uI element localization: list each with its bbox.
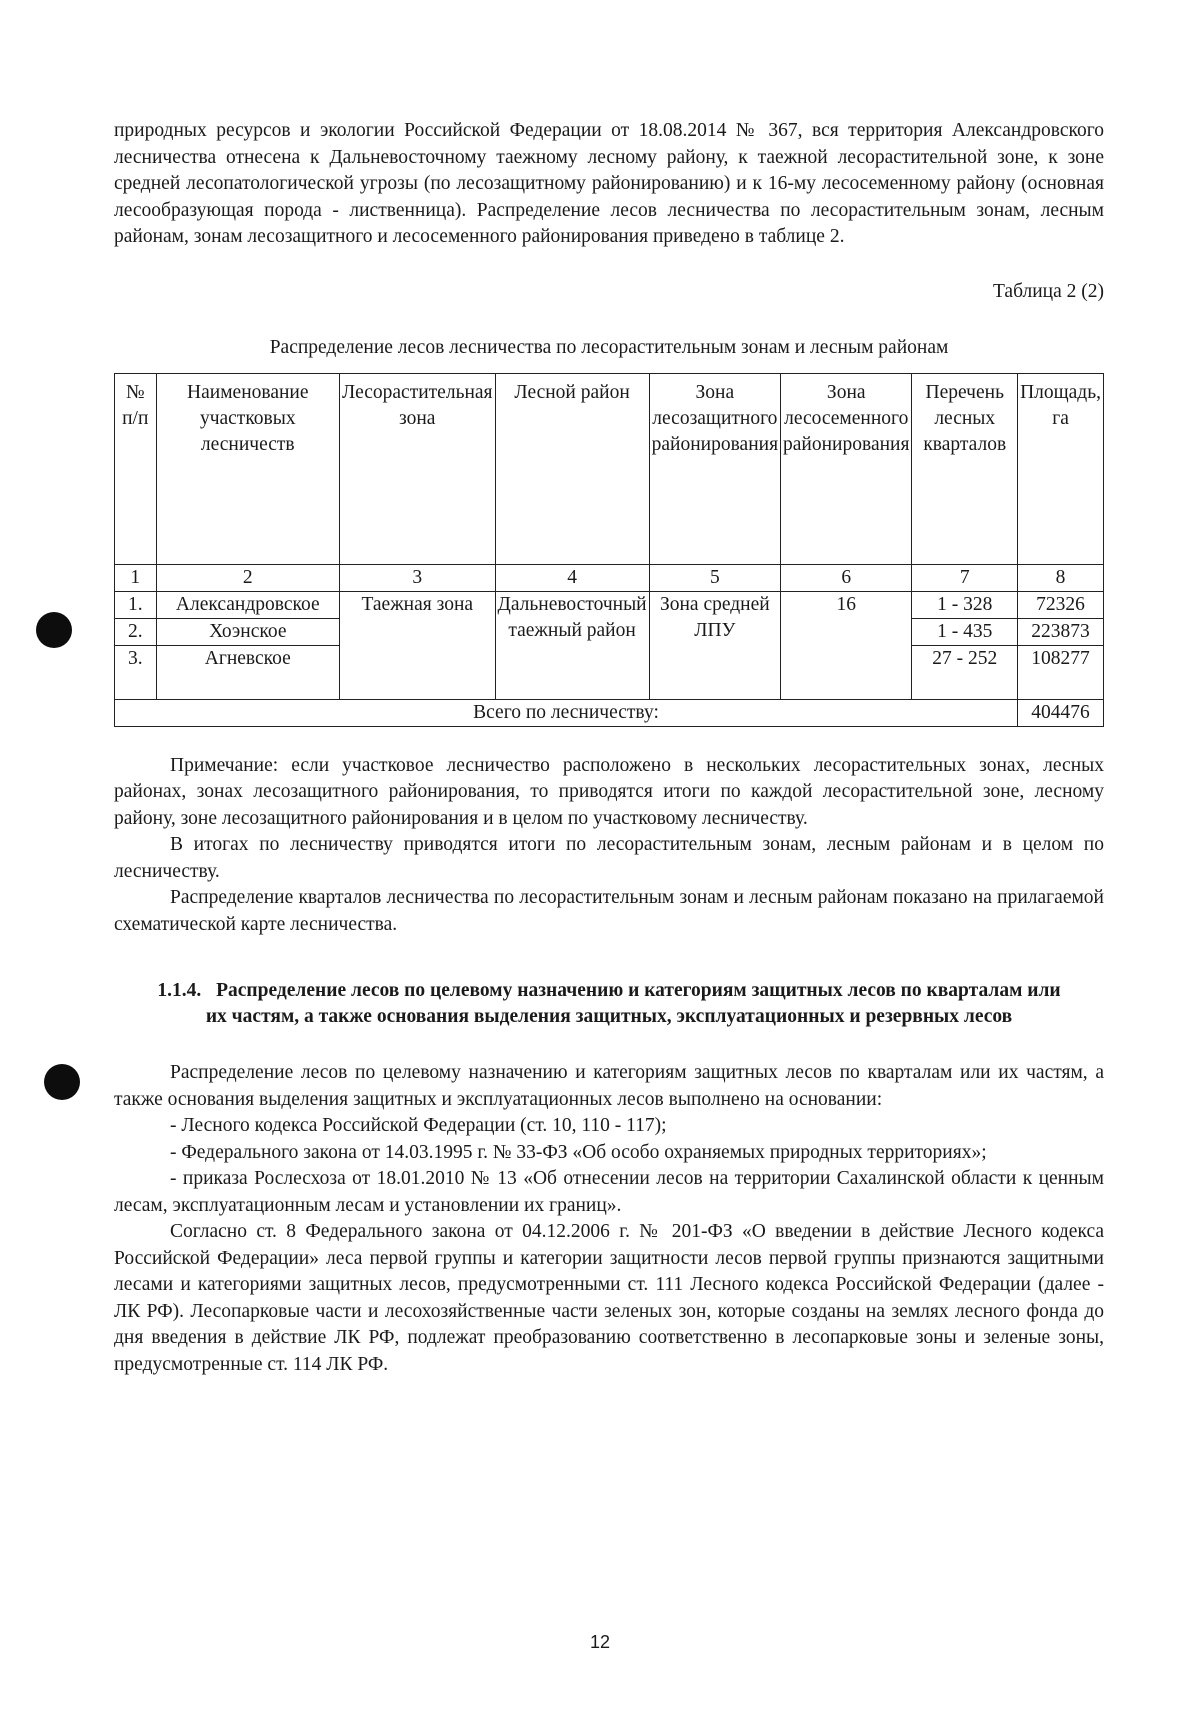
header-cell: Площадь, га (1018, 373, 1104, 564)
header-cell: Перечень лесных кварталов (912, 373, 1018, 564)
protection-zone: Зона средней ЛПУ (649, 591, 780, 699)
table-header-row (115, 373, 1104, 564)
row-number: 2. (115, 618, 157, 645)
header-cell: Наименование участковых лесничеств (156, 373, 339, 564)
note-paragraph: Распределение кварталов лесничества по лесорастительным зонам и лесным районам показано на прилагаемой схематической карте лесничества. (114, 887, 1104, 935)
body-paragraph: - Федерального закона от 14.03.1995 г. № 33-ФЗ «Об особо охраняемых природных территориях»; (170, 1141, 987, 1163)
section-number: 1.1.4. (157, 980, 202, 1001)
body-paragraph: Согласно ст. 8 Федерального закона от 04.12.2006 г. № 201-ФЗ «О введении в действие Лесного кодекса Российской Федерации» леса первой группы и категории защитности лесов первой группы признаются защитными лесами и категориями защитных лесов, предусмотренными ст. 111 Лесного кодекса Российской Федерации (далее - ЛК РФ). Лесопарковые части и лесохозяйственные части зеленых зон, которые созданы на землях лесного фонда до дня введения в действие ЛК РФ, подлежат преобразованию соответственно в лесопарковые зоны и зеленые зоны, предусмотренные ст. 114 ЛК РФ. (114, 1221, 1104, 1375)
column-number: 8 (1018, 564, 1104, 591)
header-cell: Лесной район (495, 373, 649, 564)
punch-hole (36, 612, 72, 648)
body-paragraph: Распределение лесов по целевому назначению и категориям защитных лесов по кварталам или их частям, а также основания выделения защитных и эксплуатационных лесов выполнено на основании: (114, 1062, 1104, 1110)
column-number: 4 (495, 564, 649, 591)
forest-zone: Таежная зона (340, 591, 496, 699)
forestry-name: Агневское (156, 645, 339, 699)
area-value: 223873 (1018, 618, 1104, 645)
forest-district: Дальневосточный таежный район (495, 591, 649, 699)
forestry-name: Хоэнское (156, 618, 339, 645)
section-title: Распределение лесов по целевому назначению и категориям защитных лесов по кварталам или их частям, а также основания выделения защитных, эксплуатационных и резервных лесов (205, 980, 1061, 1027)
quarters-range: 1 - 328 (912, 591, 1018, 618)
row-number: 3. (115, 645, 157, 699)
header-cell: № п/п (115, 373, 157, 564)
area-value: 108277 (1018, 645, 1104, 699)
forest-distribution-table (114, 373, 1104, 727)
header-cell: Лесорастительная зона (340, 373, 496, 564)
body-paragraph: - Лесного кодекса Российской Федерации (ст. 10, 110 - 117); (170, 1115, 667, 1136)
page-content (114, 118, 1104, 1378)
total-area: 404476 (1018, 699, 1104, 726)
area-value: 72326 (1018, 591, 1104, 618)
column-number: 7 (912, 564, 1018, 591)
section-heading (114, 978, 1104, 1030)
note-paragraph: Примечание: если участковое лесничество расположено в нескольких лесорастительных зонах, лесных районах, зонах лесозащитного районирования, то приводятся итоги по каждой лесорастительной зоне, лесному району, зоне лесозащитного районирования и в целом по участковому лесничеству. (114, 754, 1104, 829)
intro-paragraph: природных ресурсов и экологии Российской Федерации от 18.08.2014 № 367, вся территория Александровского лесничества отнесена к Дальневосточному таежному лесному району, к таежной лесорастительной зоне, к зоне средней лесопатологической угрозы (по лесозащитному районированию) и к 16-му лесосеменному району (основная лесообразующая порода - лиственница). Распределение лесов лесничества по лесорастительным зонам, лесным районам, зонам лесозащитного и лесосеменного районирования приведено в таблице 2. (114, 120, 1104, 247)
total-row (115, 699, 1104, 726)
column-number: 3 (340, 564, 496, 591)
header-cell: Зона лесозащитного районирования (649, 373, 780, 564)
table-row (115, 591, 1104, 618)
quarters-range: 1 - 435 (912, 618, 1018, 645)
seed-zone: 16 (781, 591, 912, 699)
note-paragraph: В итогах по лесничеству приводятся итоги по лесорастительным зонам, лесным районам и в целом по лесничеству. (114, 834, 1104, 882)
column-number-row (115, 564, 1104, 591)
quarters-range: 27 - 252 (912, 645, 1018, 699)
column-number: 1 (115, 564, 157, 591)
header-cell: Зона лесосеменного районирования (781, 373, 912, 564)
punch-hole (44, 1064, 80, 1100)
body-paragraph: - приказа Рослесхоза от 18.01.2010 № 13 «Об отнесении лесов на территории Сахалинской области к ценным лесам, эксплуатационным лесам и установлении их границ». (114, 1168, 1104, 1216)
total-label: Всего по лесничеству: (115, 699, 1018, 726)
table-number: Таблица 2 (2) (992, 280, 1104, 302)
row-number: 1. (115, 591, 157, 618)
page-number: 12 (589, 1632, 611, 1652)
column-number: 5 (649, 564, 780, 591)
column-number: 2 (156, 564, 339, 591)
table-caption: Распределение лесов лесничества по лесорастительным зонам и лесным районам (269, 336, 949, 358)
column-number: 6 (781, 564, 912, 591)
forestry-name: Александровское (156, 591, 339, 618)
